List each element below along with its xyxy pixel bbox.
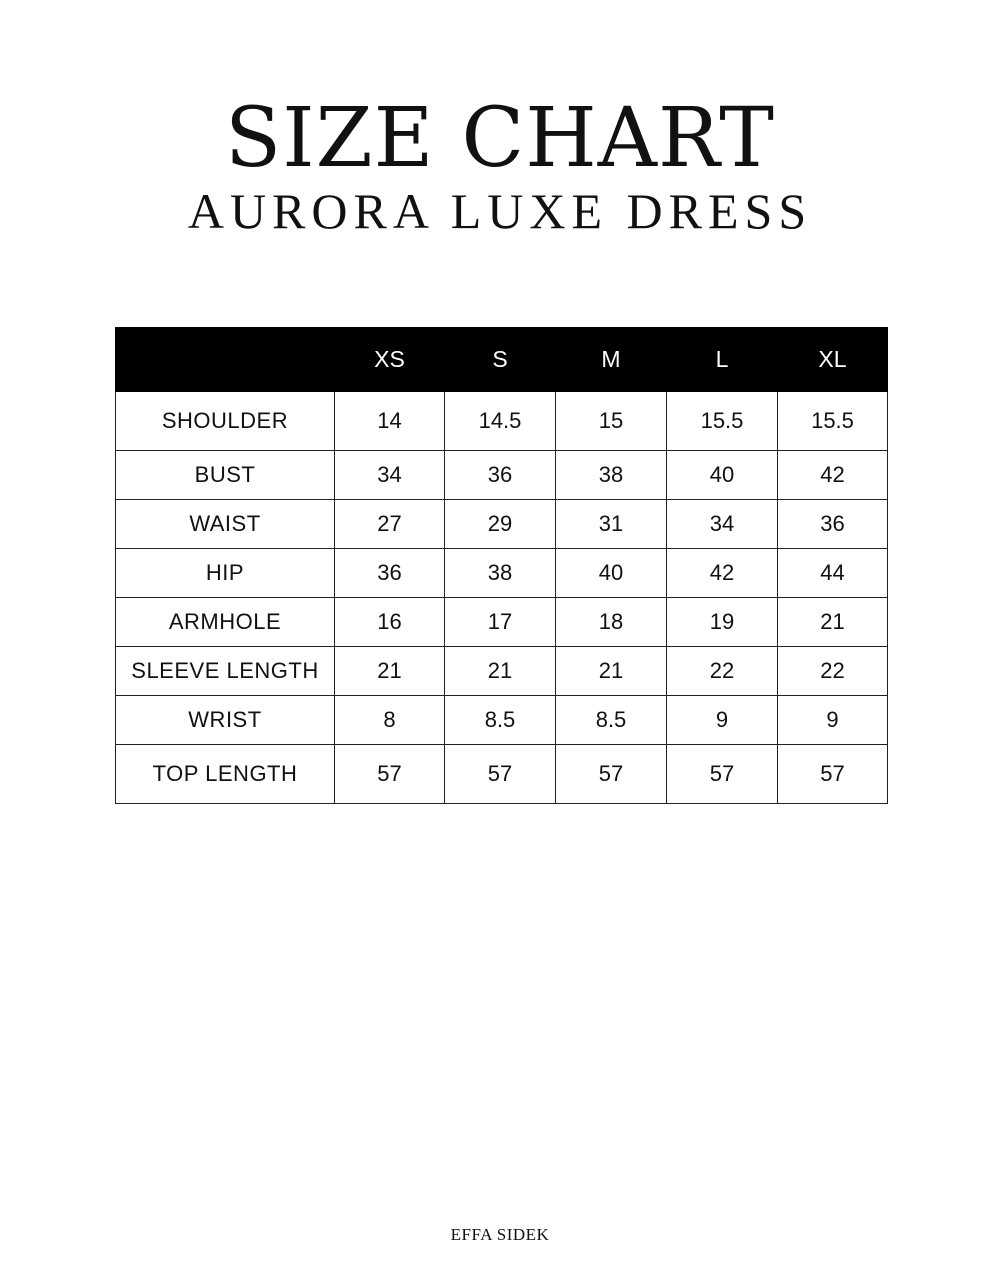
table-cell: 38 bbox=[556, 451, 667, 500]
table-cell: 42 bbox=[667, 549, 778, 598]
table-cell: 36 bbox=[445, 451, 556, 500]
table-row-top-length bbox=[116, 745, 888, 804]
table-cell: 15.5 bbox=[667, 392, 778, 451]
column-header-l: L bbox=[667, 328, 778, 392]
row-label: TOP LENGTH bbox=[116, 745, 335, 804]
table-cell: 14.5 bbox=[445, 392, 556, 451]
table-cell: 22 bbox=[778, 647, 888, 696]
table-cell: 9 bbox=[778, 696, 888, 745]
column-header-label bbox=[116, 328, 335, 392]
column-header-m: M bbox=[556, 328, 667, 392]
table-cell: 57 bbox=[335, 745, 445, 804]
table-cell: 21 bbox=[556, 647, 667, 696]
table-cell: 21 bbox=[445, 647, 556, 696]
table-cell: 44 bbox=[778, 549, 888, 598]
table-cell: 8 bbox=[335, 696, 445, 745]
table-row-shoulder bbox=[116, 392, 888, 451]
row-label: BUST bbox=[116, 451, 335, 500]
column-header-s: S bbox=[445, 328, 556, 392]
table-cell: 21 bbox=[778, 598, 888, 647]
table-cell: 16 bbox=[335, 598, 445, 647]
column-header-xl: XL bbox=[778, 328, 888, 392]
table-cell: 8.5 bbox=[556, 696, 667, 745]
table-cell: 15 bbox=[556, 392, 667, 451]
table-cell: 15.5 bbox=[778, 392, 888, 451]
product-name: AURORA LUXE DRESS bbox=[187, 183, 813, 239]
row-label: WAIST bbox=[116, 500, 335, 549]
table-cell: 18 bbox=[556, 598, 667, 647]
row-label: WRIST bbox=[116, 696, 335, 745]
table-row-armhole bbox=[116, 598, 888, 647]
table-row-wrist bbox=[116, 696, 888, 745]
table-cell: 31 bbox=[556, 500, 667, 549]
table-cell: 8.5 bbox=[445, 696, 556, 745]
row-label: SHOULDER bbox=[116, 392, 335, 451]
table-cell: 34 bbox=[667, 500, 778, 549]
page-title: SIZE CHART bbox=[225, 91, 775, 186]
table-cell: 57 bbox=[667, 745, 778, 804]
table-cell: 19 bbox=[667, 598, 778, 647]
brand-footer: EFFA SIDEK bbox=[450, 1225, 550, 1244]
column-header-xs: XS bbox=[335, 328, 445, 392]
table-cell: 36 bbox=[778, 500, 888, 549]
row-label: HIP bbox=[116, 549, 335, 598]
table-row-hip bbox=[116, 549, 888, 598]
table-row-sleeve-length bbox=[116, 647, 888, 696]
table-cell: 57 bbox=[556, 745, 667, 804]
size-table bbox=[115, 327, 888, 804]
table-row-bust bbox=[116, 451, 888, 500]
table-cell: 14 bbox=[335, 392, 445, 451]
table-cell: 57 bbox=[445, 745, 556, 804]
row-label: SLEEVE LENGTH bbox=[116, 647, 335, 696]
table-header-row bbox=[116, 328, 888, 392]
table-cell: 34 bbox=[335, 451, 445, 500]
row-label: ARMHOLE bbox=[116, 598, 335, 647]
table-row-waist bbox=[116, 500, 888, 549]
table-cell: 27 bbox=[335, 500, 445, 549]
table-cell: 40 bbox=[667, 451, 778, 500]
table-cell: 57 bbox=[778, 745, 888, 804]
table-cell: 38 bbox=[445, 549, 556, 598]
table-cell: 40 bbox=[556, 549, 667, 598]
table-cell: 21 bbox=[335, 647, 445, 696]
table-cell: 17 bbox=[445, 598, 556, 647]
table-cell: 22 bbox=[667, 647, 778, 696]
table-cell: 9 bbox=[667, 696, 778, 745]
table-cell: 36 bbox=[335, 549, 445, 598]
table-cell: 29 bbox=[445, 500, 556, 549]
table-cell: 42 bbox=[778, 451, 888, 500]
